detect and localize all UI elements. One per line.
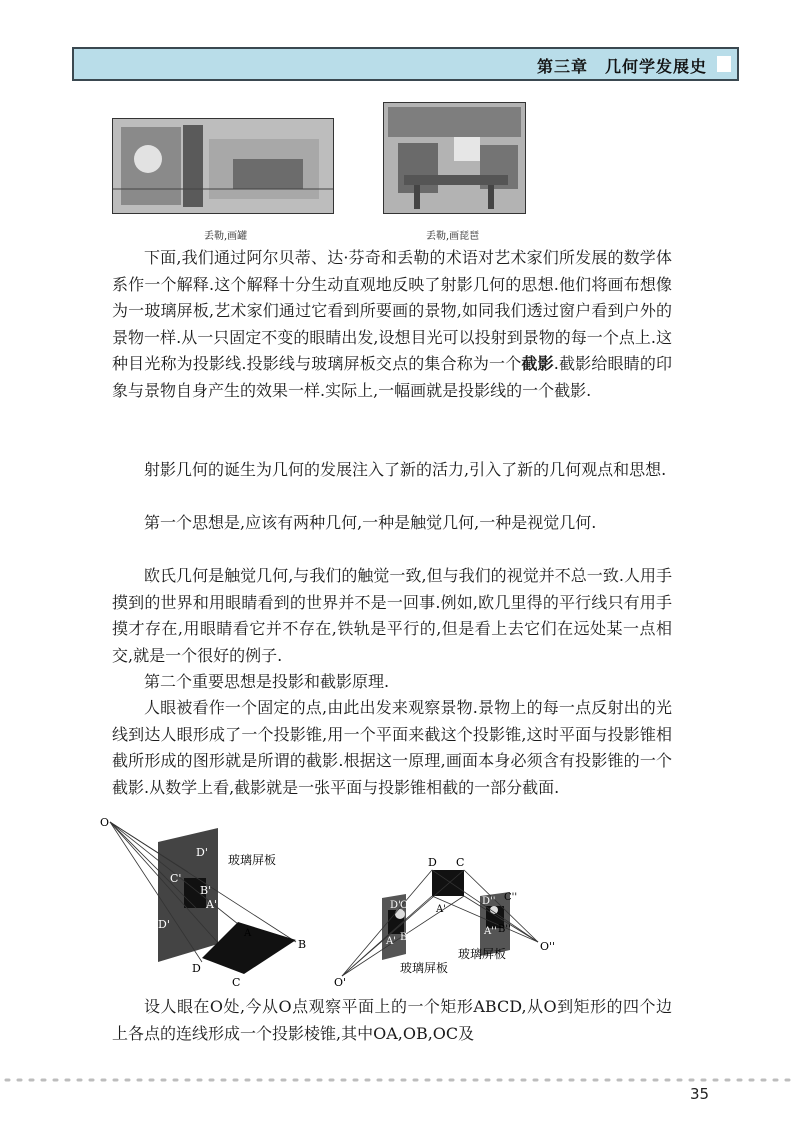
label-b: B [298,938,307,951]
paragraph: 欧氏几何是触觉几何,与我们的触觉一致,但与我们的视觉并不总一致.人用手摸到的世界和用眼睛看到的世界并不是一回事.例如,欧几里得的平行线只有用手摸才存在,用眼睛看它并不存在,铁轨是平行的,但是看上去它们在远处某一点相交,就是一个很好的例子. [112,566,672,665]
paragraph: 人眼被看作一个固定的点,由此出发来观察景物.景物上的每一点反射出的光线到达人眼形成了一个投影锥,用一个平面来截这个投影锥,这时平面与投影锥相截所形成的图形就是所谓的截影.根据这一原理,画面本身必须含有投影锥的一个截影.从数学上看,截影就是一张平面与投影锥相截的一部分截面. [112,698,672,797]
label-c2: C'' [504,892,518,903]
label-a3: A'' [484,926,497,937]
label-screen-left: 玻璃屏板 [400,961,449,975]
paragraph [112,245,672,404]
paragraph: 设人眼在O处,今从O点观察平面上的一个矩形ABCD,从O到矩形的四个边上各点的连线形成一个投影棱锥,其中OA,OB,OC及 [112,997,672,1043]
label-d: D [192,962,201,975]
label-d2: D'' [482,896,496,907]
label-b1: B' [200,884,212,897]
page-number: 35 [690,1085,710,1103]
header-square-icon [717,56,731,72]
label-screen-right: 玻璃屏板 [458,947,507,961]
label-b1: B' [400,932,411,943]
durer-jar-woodcut [112,118,334,214]
paragraph: 射影几何的诞生为几何的发展注入了新的活力,引入了新的几何观点和思想. [144,460,667,479]
paragraph-text: 下面,我们通过阿尔贝蒂、达·芬奇和丢勒的术语对艺术家们所发展的数学体系作一个解释.这个解释十分生动直观地反映了射影几何的思想.他们将画布想像为一玻璃屏板,艺术家们通过它看到所要画的景物,如同我们透过窗户看到户外的景物一样.从一只固定不变的眼睛出发,设想目光可以投射到景物的每一个点上.这种目光称为投影线.投影线与玻璃屏板交点的集合称为一个 [112,248,672,373]
label-a: A [244,928,252,939]
paragraph: 第一个思想是,应该有两种几何,一种是触觉几何,一种是视觉几何. [144,513,597,532]
bold-term: 截影 [521,354,554,373]
projection-diagram-right [330,850,570,990]
footer-dotted-rule [0,1077,800,1083]
projection-diagram-left [96,812,326,988]
label-o2: O'' [540,940,556,953]
label-screen: 玻璃屏板 [228,853,277,867]
label-d1: D' [196,846,208,859]
label-d1b: D' [158,918,170,931]
label-a1: A' [206,898,217,911]
label-c: C [232,976,241,988]
chapter-header-bar [72,47,739,81]
label-a2: A' [436,904,446,915]
chapter-title: 第三章 几何学发展史 [536,57,707,76]
label-d: D [428,856,437,869]
label-b2: B'' [498,924,511,935]
figure-caption: 丢勒,画琵琶 [426,231,480,242]
label-d1: D' [390,900,401,911]
label-c1: C' [400,900,411,911]
paragraph-text: .截影给眼睛的印象与景物自身产生的效果一样.实际上,一幅画就是投影线的一个截影. [112,354,672,400]
durer-lute-woodcut [383,102,526,214]
label-eye: O [100,816,110,829]
label-a1: A' [386,936,396,947]
label-o1: O' [334,976,347,989]
label-c1: C' [170,872,182,885]
label-c: C [456,856,465,869]
figure-caption: 丢勒,画罐 [204,231,248,242]
paragraph: 第二个重要思想是投影和截影原理. [144,672,390,691]
